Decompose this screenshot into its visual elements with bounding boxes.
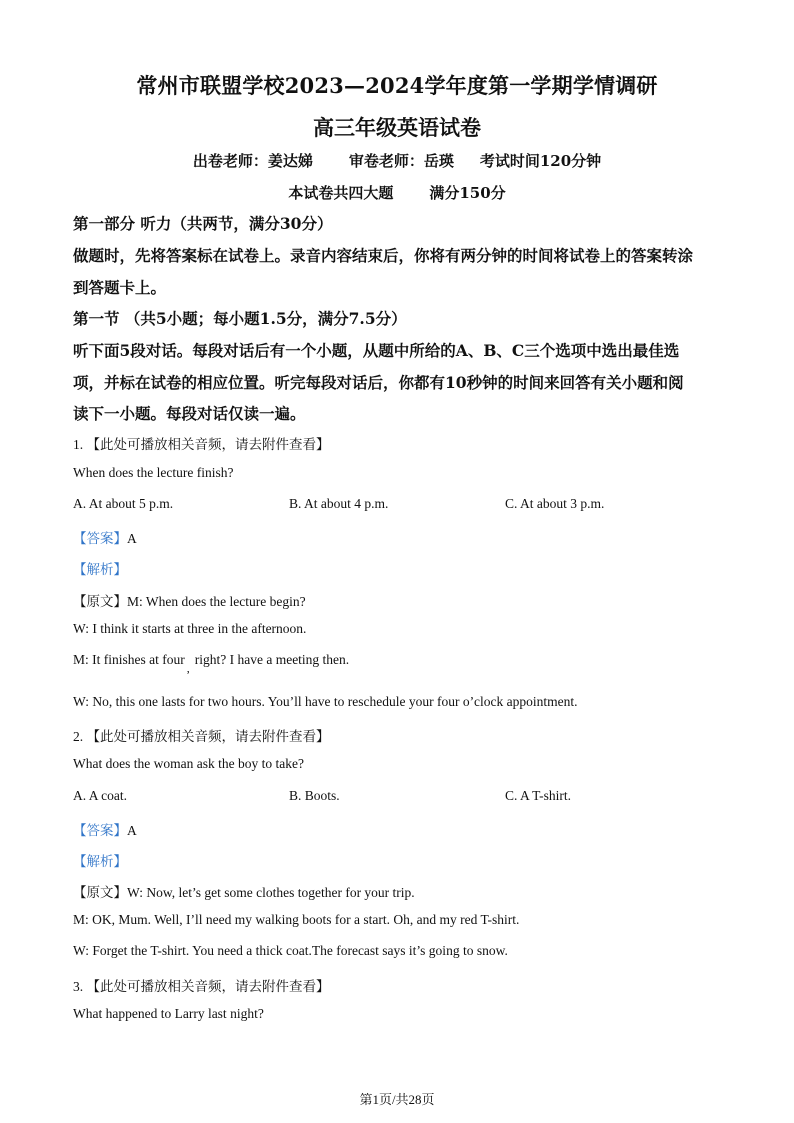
transcript-text: M: When does the lecture begin? [127,594,306,609]
answer-value: A [127,823,137,838]
exam-subtitle: 高三年级英语试卷 [313,115,481,140]
section1-instruction-line: 听下面5段对话。每段对话后有一个小题，从题中所给的A、B、C三个选项中选出最佳选 [73,341,680,360]
transcript-tag: 【原文】 [73,594,127,609]
transcript-text: M: It finishes at four [73,652,185,667]
answer-value: A [127,531,137,546]
question-header: 1. 【此处可播放相关音频，请去附件查看】 [73,437,330,452]
option-c: C. A T-shirt. [505,788,572,803]
part1-instruction-line: 做题时，先将答案标在试卷上。录音内容结束后，你将有两分钟的时间将试卷上的答案转涂 [73,246,694,265]
exam-title: 常州市联盟学校2023—2024学年度第一学期学情调研 [136,73,658,98]
option-a: A. A coat. [73,788,127,803]
transcript-line: W: No, this one lasts for two hours. You’ll have to reschedule your four o’clock appointment. [73,694,578,709]
exam-staff-line [0,150,794,171]
section1-instruction-line: 项，并标在试卷的相应位置。听完每段对话后，你都有10秒钟的时间来回答有关小题和阅 [73,373,684,392]
transcript-line: W: I think it starts at three in the afternoon. [73,621,307,636]
transcript-line: W: Forget the T-shirt. You need a thick coat.The forecast says it’s going to snow. [73,943,508,958]
answer-tag: 【答案】 [73,531,127,546]
question-header: 2. 【此处可播放相关音频，请去附件查看】 [73,729,330,744]
transcript-line [73,590,306,610]
section-count: 本试卷共四大题 [288,184,394,202]
section1-instruction-line: 读下一小题。每段对话仅读一遍。 [73,404,306,423]
full-score: 满分150分 [429,184,506,202]
answer-line [73,819,137,839]
transcript-text: W: Now, let’s get some clothes together for your trip. [127,885,415,900]
section1-heading: 第一节 （共5小题；每小题1.5分，满分7.5分） [73,309,407,328]
analysis-tag: 【解析】 [73,562,127,577]
transcript-line: M: OK, Mum. Well, I’ll need my walking boots for a start. Oh, and my red T-shirt. [73,912,520,927]
transcript-comma: , [186,661,190,675]
question-text: What does the woman ask the boy to take? [73,756,304,771]
option-b: B. At about 4 p.m. [289,496,389,511]
transcript-tag: 【原文】 [73,885,127,900]
option-a: A. At about 5 p.m. [73,496,174,511]
transcript-line [73,881,415,901]
exam-info-line [0,182,794,203]
exam-time: 考试时间120分钟 [479,152,602,170]
answer-tag: 【答案】 [73,823,127,838]
option-c: C. At about 3 p.m. [505,496,605,511]
question-header: 3. 【此处可播放相关音频，请去附件查看】 [73,979,330,994]
question-text: When does the lecture finish? [73,465,234,480]
transcript-text: right? I have a meeting then. [194,652,350,667]
analysis-tag: 【解析】 [73,854,127,869]
page-number: 第1页/共28页 [359,1092,435,1107]
setter: 出卷老师：姜达娣 [192,152,313,170]
answer-line [73,527,137,547]
question-text: What happened to Larry last night? [73,1006,264,1021]
option-b: B. Boots. [289,788,340,803]
part1-heading: 第一部分 听力（共两节，满分30分） [73,214,333,233]
part1-instruction-line: 到答题卡上。 [73,278,167,297]
reviewer: 审卷老师：岳瑛 [348,152,454,170]
transcript-line [73,652,350,675]
